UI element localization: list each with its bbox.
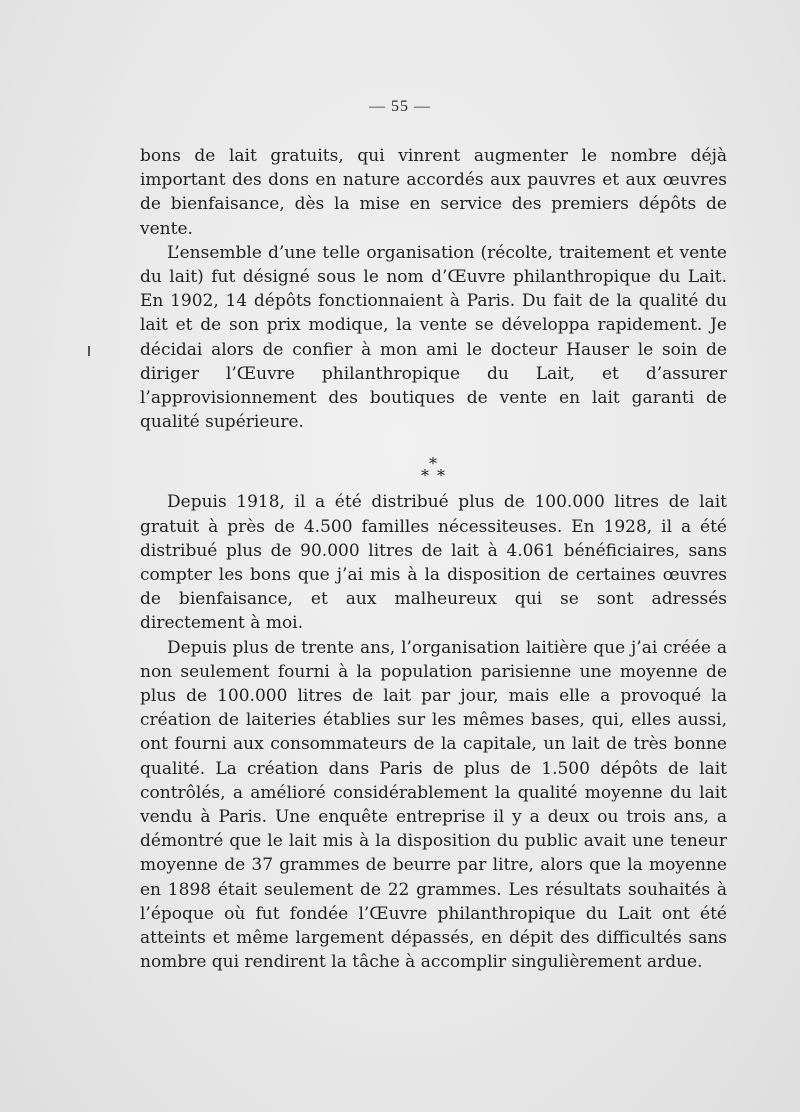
paragraph-3: Depuis 1918, il a été distribué plus de 100.000 litres de lait gratuit à près de 4.500 familles nécessiteuses. En 1928, il a été distribué plus de 90.000 litres de lait à 4.061 bénéficiaires, sans compter les bons que j’ai mis à la disposition de certaines œuvres de bienfaisance, et aux malheureux qui se sont adressés directement à moi.	[140, 492, 727, 634]
margin-mark	[88, 346, 90, 356]
paragraph-4: Depuis plus de trente ans, l’organisation laitière que j’ai créée a non seulement fourni à la population parisienne une moyenne de plus de 100.000 litres de lait par jour, mais elle a provoqué la création de laiteries établies sur les mêmes bases, qui, elles aussi, ont fourni aux consommateurs de la capitale, un lait de très bonne qualité. La création dans Paris de plus de 1.500 dépôts de lait contrôlés, a amélioré considérablement la qualité moyenne du lait vendu à Paris. Une enquête entreprise il y a deux ou trois ans, a démontré que le lait mis à la disposition du public avait une teneur moyenne de 37 grammes de beurre par litre, alors que la moyenne en 1898 était seulement de 22 grammes. Les résultats souhaités à l’époque où fut fondée l’Œuvre philanthropique du Lait ont été atteints et même largement dépassés, en dépit des difficultés sans nombre qui rendirent la tâche à accomplir singulièrement ardue.	[140, 637, 727, 973]
body-text	[140, 144, 727, 975]
paragraph-2: L’ensemble d’une telle organisation (récolte, traitement et vente du lait) fut désigné sous le nom d’Œuvre philanthropique du Lait. En 1902, 14 dépôts fonctionnaient à Paris. Du fait de la qualité du lait et de son prix modique, la vente se développa rapidement. Je décidai alors de confier à mon ami le docteur Hauser le soin de diriger l’Œuvre philanthropique du Lait, et d’assurer l’approvisionnement des boutiques de vente en lait garanti de qualité supérieure.	[140, 242, 727, 433]
section-separator	[140, 438, 727, 488]
paragraph-1: bons de lait gratuits, qui vinrent augmenter le nombre déjà important des dons en nature accordés aux pauvres et aux œuvres de bienfaisance, dès la mise en service des premiers dépôts de vente.	[140, 146, 727, 239]
asterisk-top: *	[429, 454, 437, 474]
asterisk-left: *	[421, 466, 429, 486]
asterisk-right: *	[437, 466, 445, 486]
page-number: — 55 —	[369, 98, 431, 115]
